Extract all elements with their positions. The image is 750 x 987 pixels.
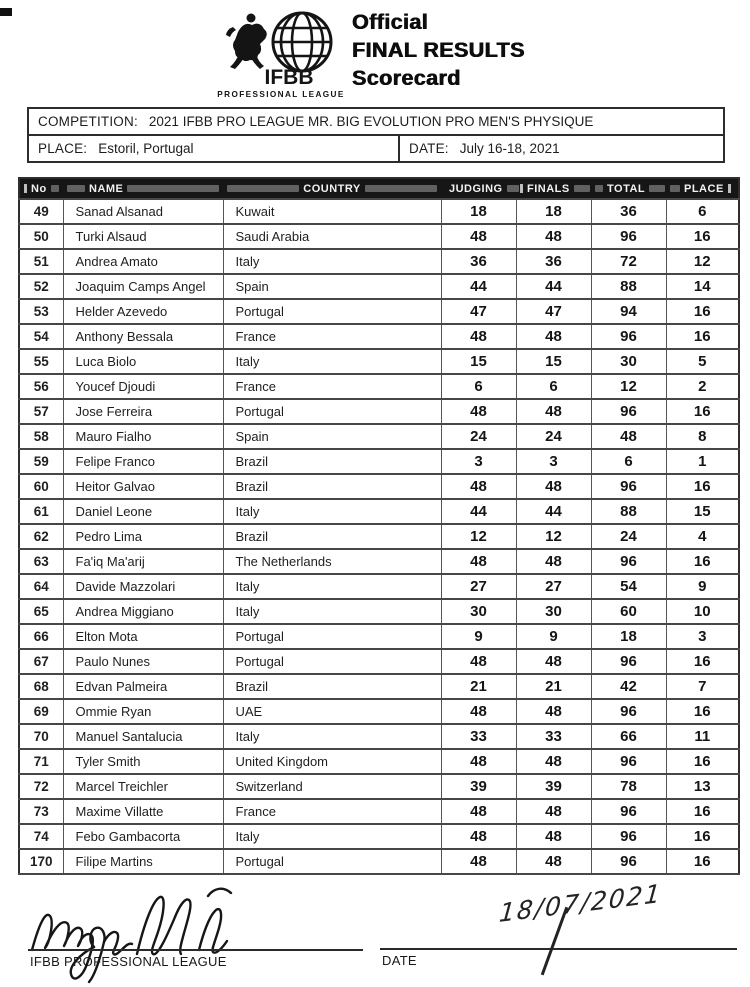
cell-finals: 48 (516, 824, 591, 849)
table-row (19, 824, 739, 849)
cell-total: 6 (591, 449, 666, 474)
cell-place: 16 (666, 474, 739, 499)
cell-name: Heitor Galvao (63, 474, 223, 499)
scan-smudge (670, 185, 680, 192)
cell-no: 54 (19, 324, 63, 349)
signer-label: IFBB PROFESSIONAL LEAGUE (30, 954, 227, 969)
cell-country: Portugal (223, 649, 441, 674)
scan-smudge (595, 185, 603, 192)
cell-no: 61 (19, 499, 63, 524)
cell-name: Anthony Bessala (63, 324, 223, 349)
table-row (19, 799, 739, 824)
cell-total: 66 (591, 724, 666, 749)
cell-country: France (223, 324, 441, 349)
cell-no: 49 (19, 199, 63, 224)
cell-total: 96 (591, 474, 666, 499)
table-row (19, 499, 739, 524)
cell-no: 63 (19, 549, 63, 574)
cell-no: 73 (19, 799, 63, 824)
cell-total: 96 (591, 749, 666, 774)
cell-judging: 48 (441, 224, 516, 249)
cell-place: 2 (666, 374, 739, 399)
cell-finals: 39 (516, 774, 591, 799)
cell-total: 88 (591, 274, 666, 299)
cell-judging: 3 (441, 449, 516, 474)
cell-judging: 48 (441, 474, 516, 499)
competition-info-box (27, 107, 725, 163)
cell-name: Manuel Santalucia (63, 724, 223, 749)
table-row (19, 574, 739, 599)
cell-no: 67 (19, 649, 63, 674)
cell-judging: 27 (441, 574, 516, 599)
cell-total: 72 (591, 249, 666, 274)
cell-name: Maxime Villatte (63, 799, 223, 824)
cell-finals: 48 (516, 549, 591, 574)
signature-line (28, 949, 363, 951)
scan-smudge (365, 185, 437, 192)
cell-finals: 48 (516, 324, 591, 349)
competition-value: 2021 IFBB PRO LEAGUE MR. BIG EVOLUTION PRO MEN'S PHYSIQUE (148, 114, 594, 129)
cell-country: Saudi Arabia (223, 224, 441, 249)
scan-smudge (51, 185, 59, 192)
cell-finals: 48 (516, 799, 591, 824)
cell-no: 71 (19, 749, 63, 774)
cell-no: 69 (19, 699, 63, 724)
table-row (19, 549, 739, 574)
cell-place: 9 (666, 574, 739, 599)
cell-finals: 3 (516, 449, 591, 474)
table-row (19, 324, 739, 349)
table-row (19, 249, 739, 274)
cell-country: Italy (223, 349, 441, 374)
cell-finals: 47 (516, 299, 591, 324)
bodybuilder-silhouette (226, 14, 267, 70)
cell-finals: 48 (516, 849, 591, 874)
competition-row (29, 109, 723, 136)
cell-place: 3 (666, 624, 739, 649)
scan-smudge (127, 185, 219, 192)
results-table-header (19, 178, 739, 199)
cell-total: 96 (591, 824, 666, 849)
cell-name: Felipe Franco (63, 449, 223, 474)
place-cell (29, 136, 400, 161)
cell-finals: 48 (516, 399, 591, 424)
cell-name: Youcef Djoudi (63, 374, 223, 399)
cell-place: 16 (666, 699, 739, 724)
table-row (19, 349, 739, 374)
cell-name: Andrea Miggiano (63, 599, 223, 624)
cell-country: Portugal (223, 624, 441, 649)
cell-judging: 48 (441, 749, 516, 774)
cell-finals: 44 (516, 499, 591, 524)
cell-finals: 36 (516, 249, 591, 274)
cell-total: 96 (591, 399, 666, 424)
cell-country: Italy (223, 724, 441, 749)
cell-total: 24 (591, 524, 666, 549)
cell-country: Italy (223, 824, 441, 849)
date-label: DATE: (409, 141, 449, 156)
cell-no: 66 (19, 624, 63, 649)
cell-name: Paulo Nunes (63, 649, 223, 674)
cell-country: Switzerland (223, 774, 441, 799)
cell-place: 12 (666, 249, 739, 274)
cell-total: 96 (591, 849, 666, 874)
handwritten-signature (22, 884, 282, 987)
cell-place: 16 (666, 849, 739, 874)
cell-judging: 36 (441, 249, 516, 274)
cell-finals: 24 (516, 424, 591, 449)
column-header-finals: FINALS (527, 182, 570, 195)
column-header-name: NAME (89, 182, 124, 195)
cell-finals: 48 (516, 699, 591, 724)
cell-total: 42 (591, 674, 666, 699)
cell-judging: 48 (441, 549, 516, 574)
cell-place: 16 (666, 549, 739, 574)
cell-place: 16 (666, 224, 739, 249)
table-row (19, 449, 739, 474)
cell-total: 18 (591, 624, 666, 649)
date-line (380, 948, 737, 950)
cell-country: Kuwait (223, 199, 441, 224)
cell-no: 70 (19, 724, 63, 749)
cell-name: Andrea Amato (63, 249, 223, 274)
cell-total: 94 (591, 299, 666, 324)
table-row (19, 374, 739, 399)
cell-no: 56 (19, 374, 63, 399)
column-header-total: TOTAL (607, 182, 646, 195)
cell-country: Spain (223, 424, 441, 449)
cell-judging: 48 (441, 324, 516, 349)
cell-total: 36 (591, 199, 666, 224)
cell-country: Brazil (223, 474, 441, 499)
scan-artifact (0, 8, 12, 16)
cell-judging: 24 (441, 424, 516, 449)
cell-judging: 18 (441, 199, 516, 224)
cell-judging: 48 (441, 399, 516, 424)
cell-name: Fa'iq Ma'arij (63, 549, 223, 574)
cell-judging: 30 (441, 599, 516, 624)
cell-name: Jose Ferreira (63, 399, 223, 424)
cell-finals: 6 (516, 374, 591, 399)
cell-country: Brazil (223, 674, 441, 699)
cell-no: 50 (19, 224, 63, 249)
cell-judging: 48 (441, 649, 516, 674)
place-date-row (29, 136, 723, 161)
cell-place: 13 (666, 774, 739, 799)
cell-name: Luca Biolo (63, 349, 223, 374)
cell-name: Elton Mota (63, 624, 223, 649)
cell-name: Filipe Martins (63, 849, 223, 874)
ifbb-league-logo (205, 5, 355, 100)
cell-country: UAE (223, 699, 441, 724)
table-row (19, 724, 739, 749)
place-value: Estoril, Portugal (98, 141, 194, 156)
cell-country: France (223, 799, 441, 824)
cell-total: 96 (591, 649, 666, 674)
cell-no: 72 (19, 774, 63, 799)
cell-place: 15 (666, 499, 739, 524)
cell-place: 8 (666, 424, 739, 449)
column-header-country: COUNTRY (303, 182, 361, 195)
cell-country: Portugal (223, 299, 441, 324)
cell-place: 16 (666, 324, 739, 349)
cell-finals: 48 (516, 649, 591, 674)
cell-country: Brazil (223, 524, 441, 549)
cell-no: 59 (19, 449, 63, 474)
table-row (19, 524, 739, 549)
cell-place: 4 (666, 524, 739, 549)
cell-finals: 44 (516, 274, 591, 299)
cell-finals: 21 (516, 674, 591, 699)
cell-judging: 6 (441, 374, 516, 399)
cell-country: Italy (223, 249, 441, 274)
cell-judging: 21 (441, 674, 516, 699)
cell-place: 16 (666, 824, 739, 849)
cell-total: 78 (591, 774, 666, 799)
cell-country: Spain (223, 274, 441, 299)
cell-judging: 48 (441, 824, 516, 849)
logo-ifbb-text: IFBB (264, 66, 314, 89)
column-header-place: PLACE (684, 182, 724, 195)
cell-no: 57 (19, 399, 63, 424)
cell-name: Joaquim Camps Angel (63, 274, 223, 299)
table-row (19, 599, 739, 624)
cell-name: Febo Gambacorta (63, 824, 223, 849)
logo-league-text: PROFESSIONAL LEAGUE (217, 90, 345, 99)
date-cell (400, 136, 723, 161)
table-row (19, 299, 739, 324)
cell-finals: 48 (516, 749, 591, 774)
cell-place: 1 (666, 449, 739, 474)
place-label: PLACE: (38, 141, 88, 156)
cell-judging: 9 (441, 624, 516, 649)
cell-place: 16 (666, 799, 739, 824)
cell-place: 10 (666, 599, 739, 624)
cell-no: 68 (19, 674, 63, 699)
cell-no: 58 (19, 424, 63, 449)
cell-total: 12 (591, 374, 666, 399)
results-table-body (19, 199, 739, 874)
cell-name: Davide Mazzolari (63, 574, 223, 599)
table-row (19, 649, 739, 674)
footer-date-label: DATE (382, 953, 417, 968)
column-header-judging: JUDGING (449, 182, 503, 195)
cell-no: 65 (19, 599, 63, 624)
cell-country: France (223, 374, 441, 399)
cell-finals: 48 (516, 474, 591, 499)
cell-country: Brazil (223, 449, 441, 474)
column-header-no: No (31, 182, 47, 195)
cell-name: Daniel Leone (63, 499, 223, 524)
competition-label: COMPETITION: (38, 114, 138, 129)
cell-place: 6 (666, 199, 739, 224)
cell-judging: 12 (441, 524, 516, 549)
cell-no: 62 (19, 524, 63, 549)
table-row (19, 274, 739, 299)
cell-judging: 15 (441, 349, 516, 374)
cell-place: 7 (666, 674, 739, 699)
cell-judging: 47 (441, 299, 516, 324)
cell-total: 88 (591, 499, 666, 524)
cell-place: 16 (666, 399, 739, 424)
table-row (19, 674, 739, 699)
scan-smudge (728, 184, 731, 193)
cell-judging: 48 (441, 699, 516, 724)
cell-place: 16 (666, 749, 739, 774)
cell-finals: 33 (516, 724, 591, 749)
table-row (19, 199, 739, 224)
cell-finals: 15 (516, 349, 591, 374)
table-row (19, 774, 739, 799)
cell-no: 53 (19, 299, 63, 324)
cell-country: Italy (223, 574, 441, 599)
cell-no: 74 (19, 824, 63, 849)
cell-no: 51 (19, 249, 63, 274)
cell-judging: 39 (441, 774, 516, 799)
cell-judging: 44 (441, 499, 516, 524)
cell-finals: 18 (516, 199, 591, 224)
cell-place: 11 (666, 724, 739, 749)
cell-no: 52 (19, 274, 63, 299)
table-row (19, 749, 739, 774)
cell-place: 16 (666, 649, 739, 674)
cell-finals: 12 (516, 524, 591, 549)
cell-country: Italy (223, 599, 441, 624)
cell-no: 64 (19, 574, 63, 599)
cell-place: 16 (666, 299, 739, 324)
cell-country: Italy (223, 499, 441, 524)
scan-smudge (649, 185, 665, 192)
cell-total: 96 (591, 549, 666, 574)
document-title (352, 8, 525, 92)
date-value: July 16-18, 2021 (459, 141, 560, 156)
cell-country: Portugal (223, 849, 441, 874)
cell-finals: 27 (516, 574, 591, 599)
cell-country: The Netherlands (223, 549, 441, 574)
cell-judging: 48 (441, 849, 516, 874)
cell-total: 54 (591, 574, 666, 599)
table-row (19, 849, 739, 874)
cell-name: Pedro Lima (63, 524, 223, 549)
cell-no: 170 (19, 849, 63, 874)
results-table (18, 177, 740, 875)
cell-total: 96 (591, 224, 666, 249)
cell-total: 96 (591, 699, 666, 724)
cell-no: 55 (19, 349, 63, 374)
scan-smudge (520, 184, 523, 193)
cell-finals: 30 (516, 599, 591, 624)
table-row (19, 699, 739, 724)
scan-smudge (24, 184, 27, 193)
cell-total: 60 (591, 599, 666, 624)
cell-country: United Kingdom (223, 749, 441, 774)
cell-total: 96 (591, 324, 666, 349)
cell-judging: 44 (441, 274, 516, 299)
cell-place: 14 (666, 274, 739, 299)
table-row (19, 624, 739, 649)
cell-total: 96 (591, 799, 666, 824)
cell-total: 48 (591, 424, 666, 449)
title-line-3: Scorecard (352, 66, 461, 90)
scan-smudge (67, 185, 85, 192)
cell-name: Marcel Treichler (63, 774, 223, 799)
title-line-1: Official (352, 10, 429, 34)
cell-total: 30 (591, 349, 666, 374)
cell-name: Helder Azevedo (63, 299, 223, 324)
scan-smudge (574, 185, 590, 192)
title-line-2: FINAL RESULTS (352, 38, 525, 62)
scan-smudge (507, 185, 519, 192)
table-row (19, 224, 739, 249)
table-row (19, 424, 739, 449)
cell-finals: 48 (516, 224, 591, 249)
cell-no: 60 (19, 474, 63, 499)
cell-judging: 33 (441, 724, 516, 749)
cell-judging: 48 (441, 799, 516, 824)
handwritten-date: 18/07/2021 (498, 878, 664, 928)
table-row (19, 474, 739, 499)
cell-name: Mauro Fialho (63, 424, 223, 449)
scan-smudge (227, 185, 299, 192)
cell-name: Ommie Ryan (63, 699, 223, 724)
cell-country: Portugal (223, 399, 441, 424)
cell-finals: 9 (516, 624, 591, 649)
cell-name: Turki Alsaud (63, 224, 223, 249)
table-row (19, 399, 739, 424)
cell-name: Sanad Alsanad (63, 199, 223, 224)
cell-place: 5 (666, 349, 739, 374)
cell-name: Edvan Palmeira (63, 674, 223, 699)
cell-name: Tyler Smith (63, 749, 223, 774)
